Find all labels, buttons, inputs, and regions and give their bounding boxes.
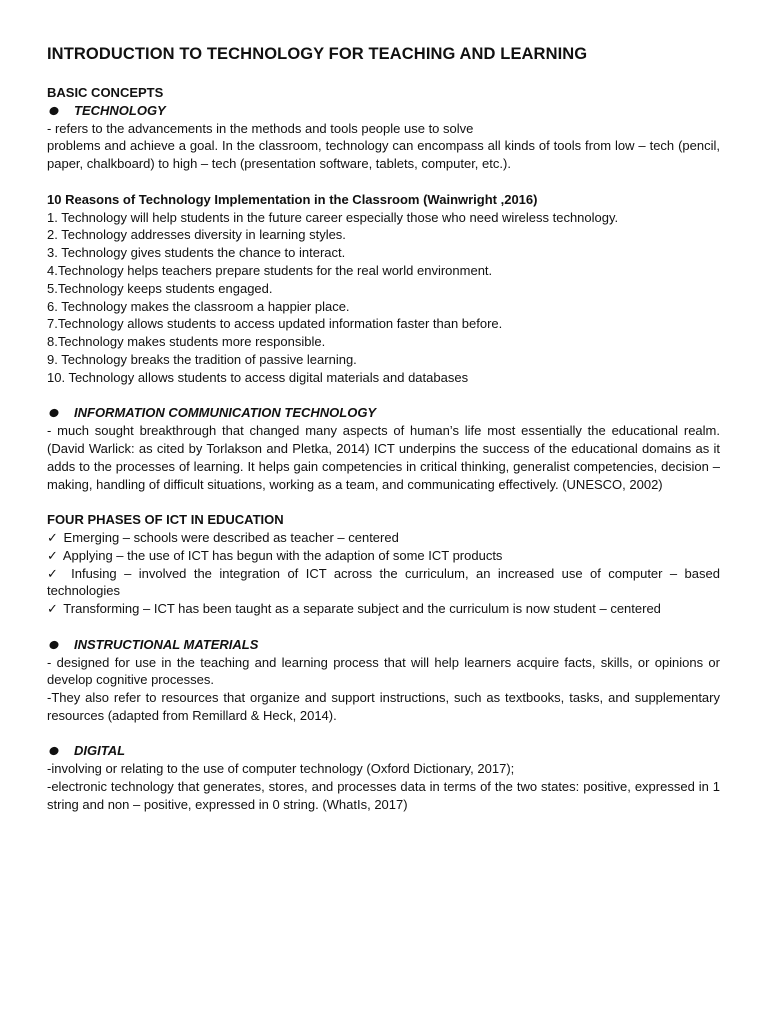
- instructional-heading: INSTRUCTIONAL MATERIALS: [74, 636, 259, 652]
- checkmark-icon: ✓: [47, 601, 58, 617]
- bullet-instructional-materials: [47, 636, 720, 654]
- bullet-dot-icon: [48, 408, 59, 419]
- ict-body: - much sought breakthrough that changed many aspects of human’s life most essentially the educational realm. (David Warlick: as cited by Torlakson and Pletka, 2014) ICT underpins the success of the educational domains as it adds to the processes of learning. It helps gain competencies in critical thinking, generalist competencies, decision – making, handling of difficult situations, working as a team, and communicating effectively. (UNESCO, 2002): [47, 423, 720, 492]
- bullet-ict: [47, 404, 720, 422]
- reasons-heading: 10 Reasons of Technology Implementation in the Classroom (Wainwright ,2016): [47, 191, 538, 207]
- technology-heading: TECHNOLOGY: [74, 102, 166, 118]
- bullet-technology: [47, 102, 720, 120]
- checkmark-icon: ✓: [47, 529, 58, 545]
- checkmark-icon: ✓: [47, 547, 58, 563]
- reason-item: 4.Technology helps teachers prepare students for the real world environment.: [47, 262, 493, 278]
- phase-item: ✓ Infusing – involved the integration of ICT across the curriculum, an increased use of computer – based technologies: [47, 565, 720, 599]
- reason-item: 2. Technology addresses diversity in learning styles.: [47, 227, 346, 243]
- phase-item: ✓ Emerging – schools were described as teacher – centered: [47, 529, 399, 545]
- digital-p2: -electronic technology that generates, stores, and processes data in terms of the two states: positive, expressed in 1 string and non – positive, expressed in 0 string. (WhatIs, 2017): [47, 779, 720, 812]
- ict-heading: INFORMATION COMMUNICATION TECHNOLOGY: [74, 405, 377, 421]
- bullet-dot-icon: [48, 639, 59, 650]
- bullet-digital: [47, 742, 720, 760]
- reason-item: 10. Technology allows students to access digital materials and databases: [47, 369, 469, 385]
- document-title: INTRODUCTION TO TECHNOLOGY FOR TEACHING AND LEARNING: [47, 45, 588, 63]
- technology-line1: - refers to the advancements in the methods and tools people use to solve: [47, 120, 474, 136]
- digital-p1: -involving or relating to the use of computer technology (Oxford Dictionary, 2017);: [47, 761, 515, 777]
- reason-item: 5.Technology keeps students engaged.: [47, 280, 273, 296]
- bullet-dot-icon: [48, 105, 59, 116]
- reason-item: 3. Technology gives students the chance to interact.: [47, 245, 346, 261]
- checkmark-icon: ✓: [47, 565, 62, 581]
- phases-heading: FOUR PHASES OF ICT IN EDUCATION: [47, 512, 284, 528]
- reason-item: 8.Technology makes students more responsible.: [47, 334, 326, 350]
- section-basic-concepts: BASIC CONCEPTS: [47, 85, 164, 100]
- bullet-dot-icon: [48, 746, 59, 757]
- phase-item: ✓ Transforming – ICT has been taught as a separate subject and the curriculum is now student – centered: [47, 601, 661, 617]
- reason-item: 7.Technology allows students to access updated information faster than before.: [47, 316, 503, 332]
- reason-item: 9. Technology breaks the tradition of passive learning.: [47, 351, 357, 367]
- reason-item: 1. Technology will help students in the future career especially those who need wireless technology.: [47, 209, 619, 225]
- instructional-p1: - designed for use in the teaching and learning process that will help learners acquire facts, skills, or opinions or develop cognitive processes.: [47, 654, 720, 688]
- phase-item: ✓ Applying – the use of ICT has begun with the adaption of some ICT products: [47, 547, 503, 563]
- reason-item: 6. Technology makes the classroom a happier place.: [47, 298, 350, 314]
- instructional-p2: -They also refer to resources that organize and support instructions, such as textbooks, tasks, and supplementary resources (adapted from Remillard & Heck, 2014).: [47, 690, 720, 723]
- digital-heading: DIGITAL: [74, 743, 126, 759]
- technology-line2: problems and achieve a goal. In the classroom, technology can encompass all kinds of tools from low – tech (pencil, paper, chalkboard) to high – tech (presentation software, tablets, computer, etc.).: [47, 138, 720, 172]
